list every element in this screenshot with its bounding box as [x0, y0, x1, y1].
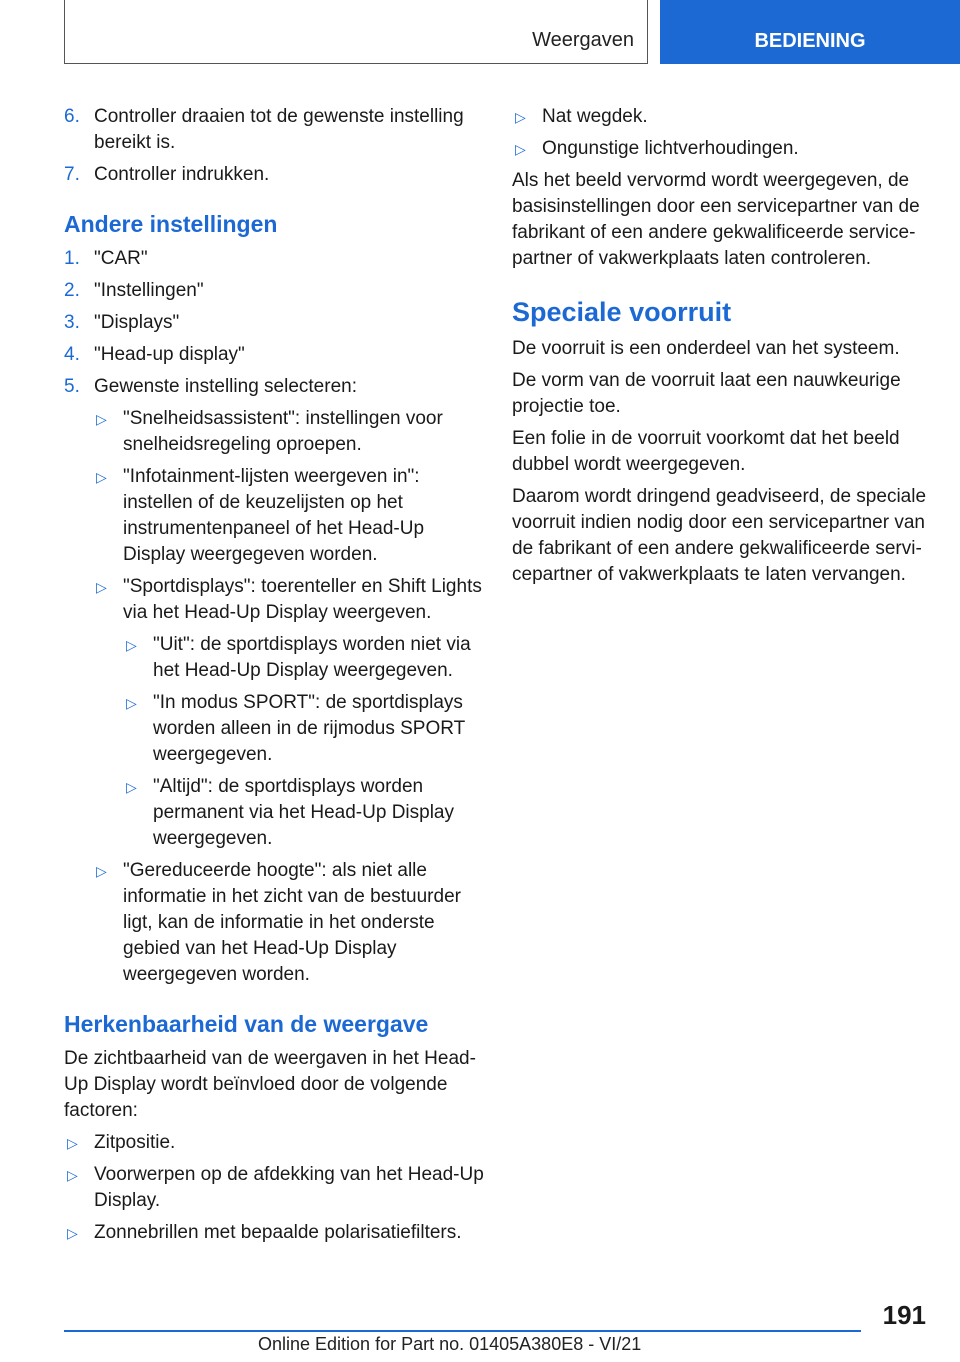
header-section-title: Weergaven [532, 29, 634, 51]
bullet-text: "Gereduceerde hoogte": als niet alle informatie in het zicht van de bestuurder ligt, kan de informatie in het onderste gebied van het Head-Up Display weergegeven worden. [123, 860, 461, 985]
bullet-text: Zonnebrillen met bepaalde polarisatiefilters. [94, 1222, 462, 1243]
step-text: Controller draaien tot de gewenste instelling bereikt is. [94, 106, 464, 153]
step-text: Controller indrukken. [94, 164, 270, 185]
body-paragraph: De vorm van de voorruit laat een nauwkeurige projectie toe. [512, 370, 901, 417]
footer-divider [64, 1330, 861, 1332]
body-paragraph: De voorruit is een onderdeel van het systeem. [512, 338, 900, 359]
step-item [64, 246, 484, 272]
bullet-text: "Sportdisplays": toerenteller en Shift Lights via het Head-Up Display weergeven. [123, 576, 482, 623]
step-number: 4. [64, 344, 80, 365]
subsub-bullet-item [64, 690, 484, 768]
step-item [64, 278, 484, 304]
step-item [64, 162, 484, 188]
distortion-note: Als het beeld vervormd wordt weergegeven, de basisinstellingen door een servicepartner van de fabrikant of een andere gekwalificeerde service-partner of vakwerkplaats laten controleren. [512, 170, 920, 269]
step-number: 7. [64, 164, 80, 185]
triangle-bullet-icon: ▷ [67, 1167, 78, 1183]
left-column [64, 104, 484, 1252]
bullet-text: Nat wegdek. [542, 106, 648, 127]
page-number: 191 [882, 1300, 926, 1330]
triangle-bullet-icon: ▷ [67, 1135, 78, 1151]
bullet-text: "Altijd": de sportdisplays worden permanent via het Head-Up Display weergegeven. [153, 776, 454, 849]
intro-paragraph: De zichtbaarheid van de weergaven in het Head-Up Display wordt beïnvloed door de volgende factoren: [64, 1048, 476, 1121]
sub-bullet-item [64, 574, 484, 626]
bullet-text: "Infotainment-lijsten weergeven in": instellen of de keuzelijsten op het instrumentenpaneel of het Head-Up Display weergegeven worden. [123, 466, 425, 565]
bullet-text: Ongunstige lichtverhoudingen. [542, 138, 799, 159]
triangle-bullet-icon: ▷ [126, 779, 137, 795]
sub-bullet-item [64, 464, 484, 568]
header-chapter-tab: BEDIENING [660, 0, 960, 64]
section-heading-andere-instellingen: Andere instellingen [64, 211, 278, 237]
triangle-bullet-icon: ▷ [515, 109, 526, 125]
section-heading-speciale-voorruit: Speciale voorruit [512, 297, 732, 327]
step-number: 5. [64, 376, 80, 397]
body-paragraph: Daarom wordt dringend geadviseerd, de speciale voorruit indien nodig door een servicepartner van de fabrikant of een andere gekwalificeerde servi-cepartner of vakwerkplaats te laten vervangen. [512, 486, 927, 585]
factor-bullet-item [512, 104, 932, 130]
body-paragraph: Een folie in de voorruit voorkomt dat het beeld dubbel wordt weergegeven. [512, 428, 900, 475]
step-text: Gewenste instelling selecteren: [94, 376, 357, 397]
factor-bullet-item [64, 1162, 484, 1214]
triangle-bullet-icon: ▷ [96, 579, 107, 595]
step-item [64, 104, 484, 156]
bullet-text: "In modus SPORT": de sportdisplays worden alleen in de rijmodus SPORT weergegeven. [153, 692, 465, 765]
triangle-bullet-icon: ▷ [515, 141, 526, 157]
step-text: "Head-up display" [94, 344, 245, 365]
footer-edition-text: Online Edition for Part no. 01405A380E8 - VI/21 [258, 1334, 642, 1354]
subsub-bullet-item [64, 632, 484, 684]
factor-bullet-item [512, 136, 932, 162]
bullet-text: "Snelheidsassistent": instellingen voor snelheidsregeling oproepen. [123, 408, 443, 455]
triangle-bullet-icon: ▷ [96, 411, 107, 427]
right-column [512, 104, 932, 594]
step-text: "Instellingen" [94, 280, 204, 301]
triangle-bullet-icon: ▷ [67, 1225, 78, 1241]
step-number: 1. [64, 248, 80, 269]
step-number: 6. [64, 106, 80, 127]
bullet-text: "Uit": de sportdisplays worden niet via het Head-Up Display weergegeven. [153, 634, 471, 681]
triangle-bullet-icon: ▷ [96, 863, 107, 879]
sub-bullet-item [64, 406, 484, 458]
bullet-text: Zitpositie. [94, 1132, 176, 1153]
step-number: 3. [64, 312, 80, 333]
sub-bullet-item [64, 858, 484, 988]
bullet-text: Voorwerpen op de afdekking van het Head-Up Display. [94, 1164, 484, 1211]
step-text: "Displays" [94, 312, 180, 333]
step-item [64, 310, 484, 336]
step-item [64, 342, 484, 368]
section-heading-herkenbaarheid: Herkenbaarheid van de weergave [64, 1011, 429, 1037]
triangle-bullet-icon: ▷ [126, 637, 137, 653]
step-item [64, 374, 484, 400]
step-text: "CAR" [94, 248, 148, 269]
subsub-bullet-item [64, 774, 484, 852]
factor-bullet-item [64, 1220, 484, 1246]
triangle-bullet-icon: ▷ [126, 695, 137, 711]
step-number: 2. [64, 280, 80, 301]
factor-bullet-item [64, 1130, 484, 1156]
triangle-bullet-icon: ▷ [96, 469, 107, 485]
